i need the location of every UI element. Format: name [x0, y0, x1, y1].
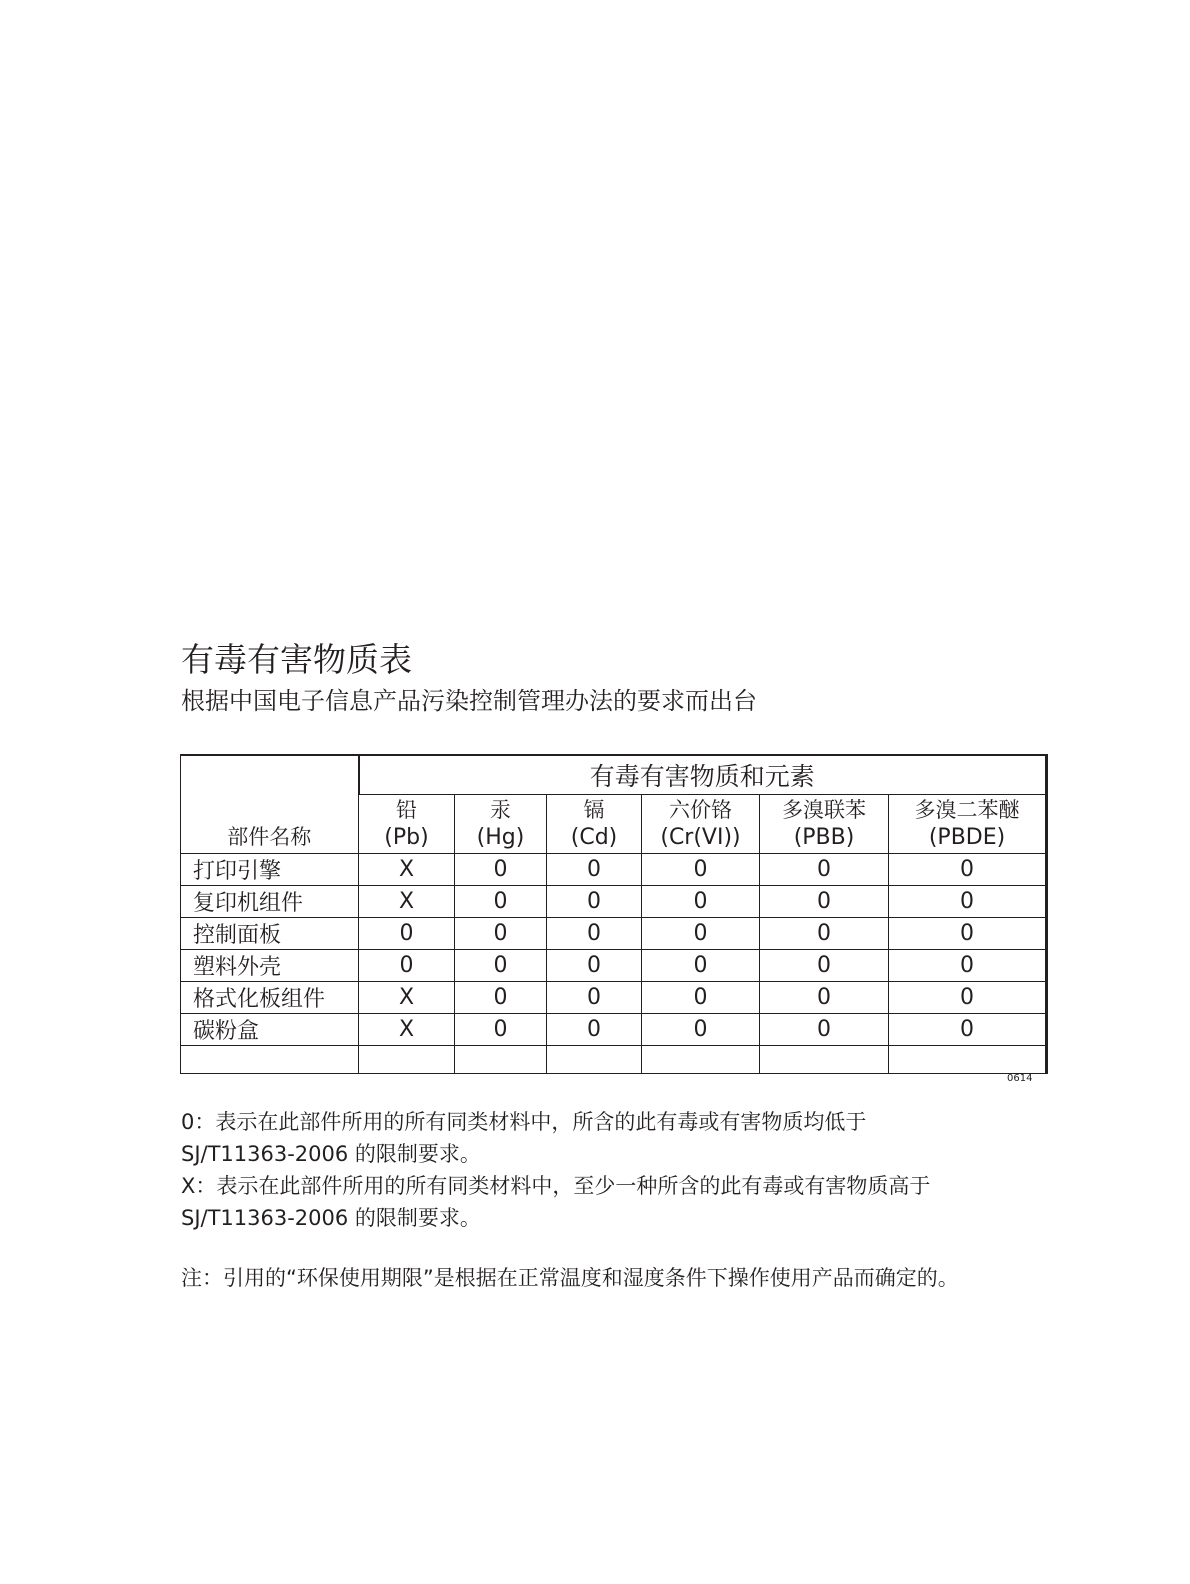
column-symbol: (Cr(VI))	[660, 825, 741, 850]
column-symbol: (Pb)	[384, 825, 429, 850]
value-cell: 0	[760, 982, 889, 1014]
part-name-cell: 碳粉盒	[181, 1014, 359, 1046]
column-header-mercury	[455, 795, 547, 854]
column-name: 多溴二苯醚	[914, 798, 1020, 822]
value-cell: X	[359, 1014, 455, 1046]
column-symbol: (Hg)	[476, 825, 525, 850]
table-row	[181, 950, 1047, 982]
value-cell: 0	[889, 1014, 1047, 1046]
column-name: 铅	[396, 798, 417, 822]
value-cell: 0	[642, 854, 760, 886]
empty-cell	[889, 1046, 1047, 1074]
value-cell: X	[359, 982, 455, 1014]
value-cell: 0	[455, 854, 547, 886]
footnote: 注：引用的“环保使用期限”是根据在正常温度和湿度条件下操作使用产品而确定的。	[181, 1266, 959, 1290]
column-header-lead	[359, 795, 455, 854]
value-cell: 0	[889, 918, 1047, 950]
part-name-cell: 塑料外壳	[181, 950, 359, 982]
value-cell: 0	[547, 1014, 642, 1046]
value-cell: 0	[642, 886, 760, 918]
value-cell: 0	[547, 886, 642, 918]
column-name: 汞	[490, 798, 511, 822]
column-symbol: (Cd)	[570, 825, 618, 850]
value-cell: 0	[359, 950, 455, 982]
table-row	[181, 918, 1047, 950]
page-title: 有毒有害物质表	[181, 640, 412, 679]
value-cell: 0	[642, 982, 760, 1014]
part-name-header: 部件名称	[181, 755, 359, 854]
note-zero-line2: SJ/T11363-2006 的限制要求。	[181, 1142, 481, 1166]
value-cell: 0	[547, 854, 642, 886]
value-cell: 0	[547, 950, 642, 982]
empty-cell	[455, 1046, 547, 1074]
column-name: 六价铬	[669, 798, 732, 822]
page-subtitle: 根据中国电子信息产品污染控制管理办法的要求而出台	[181, 687, 757, 715]
value-cell: 0	[455, 918, 547, 950]
note-zero-line1: 0：表示在此部件所用的所有同类材料中，所含的此有毒或有害物质均低于	[181, 1110, 867, 1134]
value-cell: 0	[455, 982, 547, 1014]
empty-cell	[642, 1046, 760, 1074]
part-name-cell: 格式化板组件	[181, 982, 359, 1014]
value-cell: 0	[889, 886, 1047, 918]
value-cell: 0	[547, 918, 642, 950]
column-header-chromium	[642, 795, 760, 854]
empty-cell	[760, 1046, 889, 1074]
value-cell: 0	[760, 1014, 889, 1046]
table-row	[181, 1014, 1047, 1046]
value-cell: X	[359, 886, 455, 918]
column-name: 镉	[583, 798, 605, 822]
hazardous-substances-table	[180, 754, 1048, 1074]
column-header-pbde	[889, 795, 1047, 854]
figure-code: 0614	[1007, 1073, 1033, 1084]
value-cell: 0	[760, 854, 889, 886]
value-cell: 0	[455, 950, 547, 982]
value-cell: 0	[642, 918, 760, 950]
value-cell: 0	[889, 950, 1047, 982]
legend-notes	[181, 1106, 930, 1234]
column-symbol: (PBDE)	[928, 825, 1006, 850]
part-name-cell: 控制面板	[181, 918, 359, 950]
table-row	[181, 982, 1047, 1014]
value-cell: 0	[889, 854, 1047, 886]
empty-cell	[547, 1046, 642, 1074]
column-header-pbb	[760, 795, 889, 854]
value-cell: X	[359, 854, 455, 886]
table-header-row	[181, 755, 1047, 795]
empty-cell	[181, 1046, 359, 1074]
part-name-cell: 复印机组件	[181, 886, 359, 918]
empty-cell	[359, 1046, 455, 1074]
value-cell: 0	[455, 886, 547, 918]
part-name-cell: 打印引擎	[181, 854, 359, 886]
value-cell: 0	[547, 982, 642, 1014]
value-cell: 0	[359, 918, 455, 950]
value-cell: 0	[642, 950, 760, 982]
value-cell: 0	[760, 918, 889, 950]
table-row	[181, 854, 1047, 886]
note-x-line1: X：表示在此部件所用的所有同类材料中，至少一种所含的此有毒或有害物质高于	[181, 1174, 931, 1198]
value-cell: 0	[455, 1014, 547, 1046]
note-x-line2: SJ/T11363-2006 的限制要求。	[181, 1206, 481, 1230]
substance-group-header: 有毒有害物质和元素	[359, 755, 1047, 795]
table-row-empty	[181, 1046, 1047, 1074]
value-cell: 0	[760, 950, 889, 982]
table-row	[181, 886, 1047, 918]
column-name: 多溴联苯	[782, 798, 866, 822]
value-cell: 0	[642, 1014, 760, 1046]
value-cell: 0	[760, 886, 889, 918]
value-cell: 0	[889, 982, 1047, 1014]
column-header-cadmium	[547, 795, 642, 854]
column-symbol: (PBB)	[793, 825, 855, 850]
